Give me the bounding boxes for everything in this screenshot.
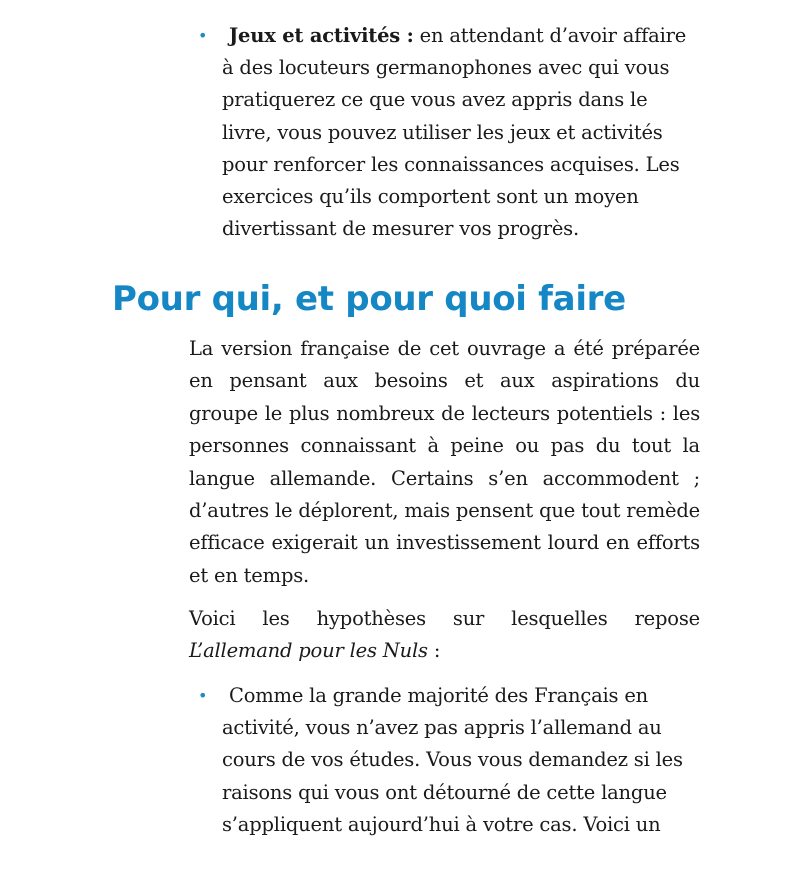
list-item-games bbox=[222, 20, 692, 245]
section-heading: Pour qui, et pour quoi faire bbox=[112, 279, 626, 319]
bullet-icon: • bbox=[198, 686, 208, 705]
list-item-term: Jeux et activités : bbox=[229, 24, 414, 47]
paragraph-intro: La version française de cet ouvrage a été préparée en pensant aux besoins et aux aspirations du groupe le plus nombreux de lecteurs potentiels : les personnes connaissant à peine ou pas du tout la langue allemande. Certains s’en accommodent ; d’autres le déplorent, mais pensent que tout remède efficace exigerait un investissement lourd en efforts et en temps. bbox=[189, 337, 700, 587]
list-item-majority bbox=[222, 680, 692, 841]
book-title: L’allemand pour les Nuls bbox=[189, 639, 428, 663]
paragraph-hypotheses-text: Voici les hypothèses sur lesquelles repose bbox=[189, 607, 700, 630]
paragraph-hypotheses-suffix: : bbox=[427, 639, 441, 663]
bullet-icon: • bbox=[198, 26, 208, 45]
paragraph-hypotheses bbox=[189, 603, 700, 668]
list-item-text: Comme la grande majorité des Français en activité, vous n’avez pas appris l’allemand au cours de vos études. Vous vous demandez si les raisons qui vous ont détourné de cette langue s’appliquent aujourd’hui à votre cas. Voici un bbox=[222, 684, 683, 836]
list-item-text: en attendant d’avoir affaire à des locuteurs germanophones avec qui vous pratiquerez ce que vous avez appris dans le livre, vous pouvez utiliser les jeux et activités pour renforcer les connaissances acquises. Les exercices qu’ils comportent sont un moyen divertissant de mesurer vos progrès. bbox=[222, 24, 687, 241]
